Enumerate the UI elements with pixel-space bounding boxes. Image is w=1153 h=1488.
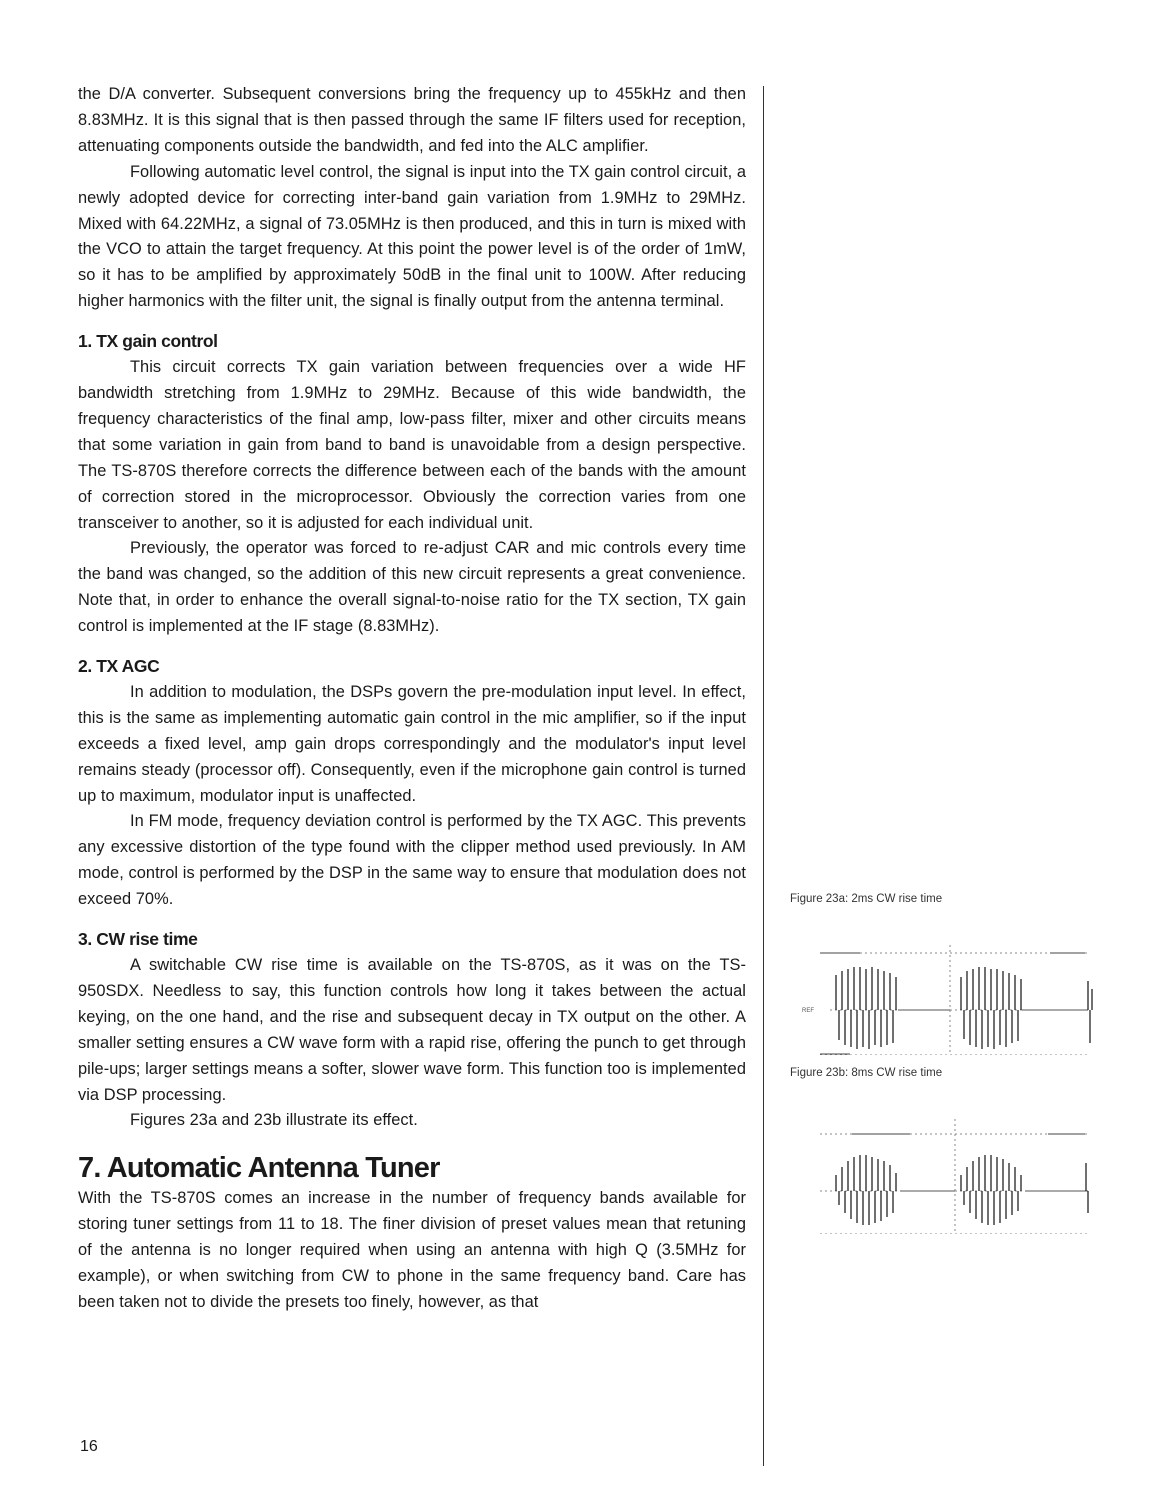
figure-23a [790,893,1100,1055]
main-text-column [78,82,746,1316]
intro-paragraph: Following automatic level control, the signal is input into the TX gain control circuit, a newly adopted device for correcting inter-band gain variation from 1.9MHz to 29MHz. Mixed with 64.22MHz, a signal of 73.05MHz is then produced, and this in turn is mixed with the VCO to attain the target frequency. At this point the power level is of the order of 1mW, so it has to be amplified by approximately 50dB in the final unit to 100W. After reducing higher harmonics with the filter unit, the signal is finally output from the antenna terminal. [78,162,746,311]
waveform-2ms-icon [790,905,1100,1055]
section-heading-tx-agc: 2. TX AGC [78,656,160,677]
section-paragraph: In addition to modulation, the DSPs govern the pre-modulation input level. In effect, this is the same as implementing automatic gain control in the mic amplifier, so if the input exceeds a fixed level, amp gain drops correspondingly and the modulator's input level remains steady (processor off). Consequently, even if the microphone gain control is turned up to maximum, modulator input is unaffected. [78,682,746,805]
section-paragraph: In FM mode, frequency deviation control is performed by the TX AGC. This prevents any excessive distortion of the type found with the clipper method used previously. In AM mode, control is performed by the DSP in the same way to ensure that modulation does not exceed 70%. [78,812,746,909]
chapter-heading-automatic-antenna-tuner: 7. Automatic Antenna Tuner [78,1152,440,1185]
column-divider [763,86,764,1466]
figure-caption: Figure 23b: 8ms CW rise time [790,1067,943,1079]
svg-text:REF: REF [802,1008,814,1014]
section-paragraph: Previously, the operator was forced to re-adjust CAR and mic controls every time the band was changed, so the addition of this new circuit represents a great convenience. Note that, in order to enhance the overall signal-to-noise ratio for the TX section, TX gain control is implemented at the IF stage (8.83MHz). [78,539,746,636]
figure-caption: Figure 23a: 2ms CW rise time [790,893,943,905]
section-paragraph: A switchable CW rise time is available on the TS-870S, as it was on the TS-950SDX. Needless to say, this function controls how long it takes between the actual keying, on the one hand, and the rise and subsequent decay in TX output on the other. A smaller setting ensures a CW wave form with a rapid rise, offering the punch to get through pile-ups; larger settings means a softer, slower wave form. This function too is implemented via DSP processing. [78,956,746,1104]
figure-23b [790,1067,1100,1234]
section-paragraph: Figures 23a and 23b illustrate its effect. [130,1111,418,1130]
chapter-paragraph: With the TS-870S comes an increase in the number of frequency bands available for storing tuner settings from 11 to 18. The finer division of preset values mean that retuning of the antenna is no longer required when using an antenna with high Q (3.5MHz for example), or when switching from CW to phone in the same frequency band. Care has been taken not to divide the presets too finely, however, as that [78,1189,746,1311]
section-heading-tx-gain-control: 1. TX gain control [78,331,218,352]
section-heading-cw-rise-time: 3. CW rise time [78,929,198,950]
waveform-8ms-icon [790,1079,1100,1234]
page-number: 16 [80,1438,98,1455]
intro-paragraph: the D/A converter. Subsequent conversions bring the frequency up to 455kHz and then 8.83MHz. It is this signal that is then passed through the same IF filters used for reception, attenuating components outside the bandwidth, and fed into the ALC amplifier. [78,85,746,155]
section-paragraph: This circuit corrects TX gain variation between frequencies over a wide HF bandwidth stretching from 1.9MHz to 29MHz. Because of this wide bandwidth, the frequency characteristics of the final amp, low-pass filter, mixer and other circuits means that some variation in gain from band to band is unavoidable from a design perspective. The TS-870S therefore corrects the difference between each of the bands with the amount of correction stored in the microprocessor. Obviously the correction varies from one transceiver to another, so it is adjusted for each individual unit. [78,358,746,532]
